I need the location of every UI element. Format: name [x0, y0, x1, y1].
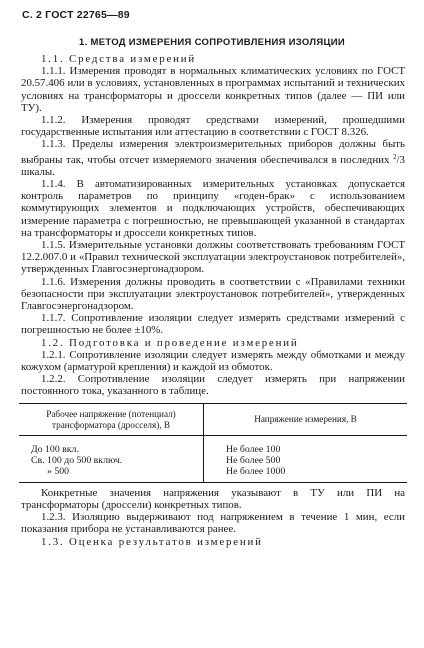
paragraph-text: 1.1.3. Пределы измерения электроизмерительных приборов должны быть выбраны так, чтобы отсчет измеряемого значения обеспечивался в последних: [21, 138, 405, 166]
paragraph: 1.2.2. Сопротивление изоляции следует измерять при напряжении постоянного тока, указанного в таблице.: [21, 373, 405, 398]
table-value: Не более 100: [226, 443, 281, 455]
subsection-heading: 1.2. Подготовка и проведение измерений: [41, 336, 299, 349]
table-value: Не более 500: [226, 454, 281, 466]
paragraph: 1.1.6. Измерения должны проводить в соответствии с «Правилами техники безопасности при эксплуатации электроустановок потребителей», утвержденных Главгосэнергонадзором.: [21, 275, 405, 313]
paragraph: 1.1.2. Измерения проводят средствами измерений, прошедшими государственные испытания или аттестацию в соответствии с ГОСТ 8.326.: [21, 114, 405, 139]
paragraph: 1.1.4. В автоматизированных измерительных установках допускается контроль параметров по принципу «годен-брак» с использованием коммутирующих элементов и подключающих устройств, обеспечивающих измерение параметра с погрешностью, не превышающей указанной в стандартах на трансформаторы и дроссели конкретных типов.: [21, 178, 405, 239]
paragraph: 1.1.5. Измерительные установки должны соответствовать требованиям ГОСТ 12.2.007.0 и «Правил технической эксплуатации электроустановок потребителей», утвержденных Главгосэнергонадзором.: [21, 239, 405, 276]
table-value: Св. 100 до 500 включ.: [31, 454, 123, 466]
paragraph: 1.1.7. Сопротивление изоляции следует измерять средствами измерений с погрешностью не более ±10%.: [21, 312, 405, 337]
table-header-test-voltage: Напряжение измерения, В: [204, 403, 408, 435]
document-body: [21, 53, 405, 548]
table-header-working-voltage: Рабочее напряжение (потенциал) трансформатора (дросселя), В: [19, 403, 204, 435]
paragraph: Конкретные значения напряжения указывают в ТУ или ПИ на трансформаторы (дроссели) конкретных типов.: [21, 486, 405, 511]
subsection-heading: 1.3. Оценка результатов измерений: [41, 535, 263, 548]
paragraph-text: /3 шкалы.: [21, 153, 405, 178]
table-value: » 500: [47, 465, 70, 477]
subsection-heading: 1.1. Средства измерений: [41, 53, 197, 65]
paragraph: [21, 138, 405, 178]
table-cell-test-voltage: [204, 435, 408, 482]
table-row: [19, 435, 407, 482]
section-title: 1. МЕТОД ИЗМЕРЕНИЯ СОПРОТИВЛЕНИЯ ИЗОЛЯЦИИ: [79, 37, 345, 48]
voltage-table: [19, 403, 407, 483]
paragraphs-top: [21, 53, 405, 398]
paragraphs-bottom: [21, 487, 405, 548]
table-value: До 100 вкл.: [31, 443, 79, 455]
paragraph: 1.2.1. Сопротивление изоляции следует измерять между обмотками и между кожухом (арматурой крепления) и каждой из обмоток.: [21, 348, 405, 374]
table-value: Не более 1000: [226, 465, 286, 477]
table-cell-working-voltage: [19, 435, 204, 482]
paragraph: 1.2.3. Изоляцию выдерживают под напряжением в течение 1 мин, если показания прибора не устанавливаются ранее.: [21, 511, 405, 536]
paragraph: 1.1.1. Измерения проводят в нормальных климатических условиях по ГОСТ 20.57.406 или в условиях, установленных в программах испытаний и технических условиях на трансформаторы и дроссели конкретных типов (далее — ПИ или ТУ).: [21, 65, 405, 114]
page-header: С. 2 ГОСТ 22765—89: [22, 9, 130, 21]
superscript: 2: [393, 152, 397, 161]
